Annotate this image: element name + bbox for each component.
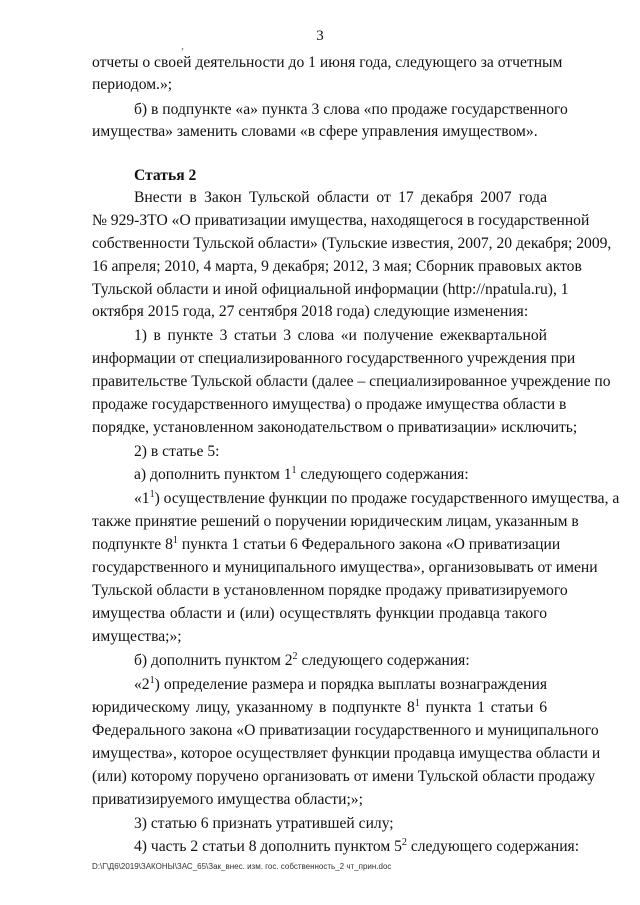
text-line: государственного и муниципального имущества», организовывать от имени xyxy=(92,559,598,576)
superscript: 2 xyxy=(292,651,298,662)
text-line: (или) которому поручено организовать от имени Тульской области продажу xyxy=(92,768,596,785)
text-line: Федерального закона «О приватизации государственного и муниципального xyxy=(92,722,599,739)
text-line: б) в подпункте «а» пункта 3 слова «по продаже государственного xyxy=(134,101,568,118)
page-number: 3 xyxy=(316,28,324,44)
text-segment: юридическому лицу, указанному в подпункте 8 xyxy=(92,699,415,716)
text-line: информации от специализированного государственного учреждения при xyxy=(92,350,576,367)
text-line: имущества;»; xyxy=(92,628,182,645)
text-line xyxy=(134,464,547,486)
file-path-footer: D:\Г\Д6\2019\ЗАКОНЫ\ЗАС_65\Зак_внес. изм. гос. собственность_2 чт_прин.doc xyxy=(92,862,392,871)
text-segment: пункта 1 статьи 6 xyxy=(425,699,547,716)
text-line xyxy=(134,674,547,696)
superscript: 1 xyxy=(414,698,420,709)
text-line: периодом.»; xyxy=(92,76,173,93)
text-line: имущества» заменить словами «в сфере управления имуществом». xyxy=(92,123,538,140)
text-segment: «1 xyxy=(134,490,150,507)
text-line: октября 2015 года, 27 сентября 2018 года) следующие изменения: xyxy=(92,303,529,320)
superscript: 1 xyxy=(291,465,297,476)
text-line: приватизируемого имущества области;»; xyxy=(92,791,363,808)
text-line: 16 апреля; 2010, 4 марта, 9 декабря; 2012, 3 мая; Сборник правовых актов xyxy=(92,258,582,275)
text-line: продаже государственного имущества) о продаже имущества области в xyxy=(92,396,567,413)
superscript: 1 xyxy=(172,535,178,546)
scan-mark: , xyxy=(181,38,184,52)
text-segment: а) дополнить пунктом 1 xyxy=(134,466,292,483)
text-segment: 4) часть 2 статьи 8 дополнить пунктом 5 xyxy=(134,838,402,855)
superscript: 1 xyxy=(149,675,155,686)
article-heading: Статья 2 xyxy=(134,167,197,184)
text-line xyxy=(92,534,561,556)
text-line: Тульской области в установленном порядке продажу приватизируемого xyxy=(92,582,568,599)
superscript: 2 xyxy=(401,837,407,848)
text-line: порядке, установленном законодательством о приватизации» исключить; xyxy=(92,419,578,436)
superscript: 1 xyxy=(149,489,155,500)
text-line: имущества области и (или) осуществлять функции продавца такого xyxy=(92,605,547,622)
text-segment: ) определение размера и порядка выплаты вознаграждения xyxy=(154,676,547,693)
text-segment: следующего содержания: xyxy=(301,652,470,669)
text-line xyxy=(134,488,620,510)
text-segment: ) осуществление функции по продаже государственного имущества, а xyxy=(154,490,620,507)
text-line: № 929-ЗТО «О приватизации имущества, находящегося в государственной xyxy=(92,212,590,229)
text-line xyxy=(92,697,547,719)
text-line xyxy=(134,650,547,672)
text-line: имущества», которое осуществляет функции продавца имущества области и xyxy=(92,745,601,762)
text-segment: следующего содержания: xyxy=(410,838,580,855)
text-segment: подпункте 8 xyxy=(92,536,173,553)
text-line: собственности Тульской области» (Тульские известия, 2007, 20 декабря; 2009, xyxy=(92,235,612,252)
text-segment: следующего содержания: xyxy=(300,466,469,483)
text-line: 3) статью 6 признать утратившей силу; xyxy=(134,815,394,832)
text-line: Внести в Закон Тульской области от 17 декабря 2007 года xyxy=(134,189,547,206)
text-segment: пункта 1 статьи 6 Федерального закона «О приватизации xyxy=(181,536,561,553)
text-line: отчеты о своей деятельности до 1 июня года, следующего за отчетным xyxy=(92,54,563,71)
text-line xyxy=(134,836,580,858)
text-segment: б) дополнить пунктом 2 xyxy=(134,652,293,669)
text-line: правительстве Тульской области (далее – специализированное учреждение по xyxy=(92,373,611,390)
text-segment: «2 xyxy=(134,676,150,693)
text-line: также принятие решений о поручении юридическим лицам, указанным в xyxy=(92,513,579,530)
text-line: Тульской области и иной официальной информации (http://npatula.ru), 1 xyxy=(92,281,569,298)
text-line: 2) в статье 5: xyxy=(134,443,220,460)
text-line: 1) в пункте 3 статьи 3 слова «и получение ежеквартальной xyxy=(134,327,547,344)
